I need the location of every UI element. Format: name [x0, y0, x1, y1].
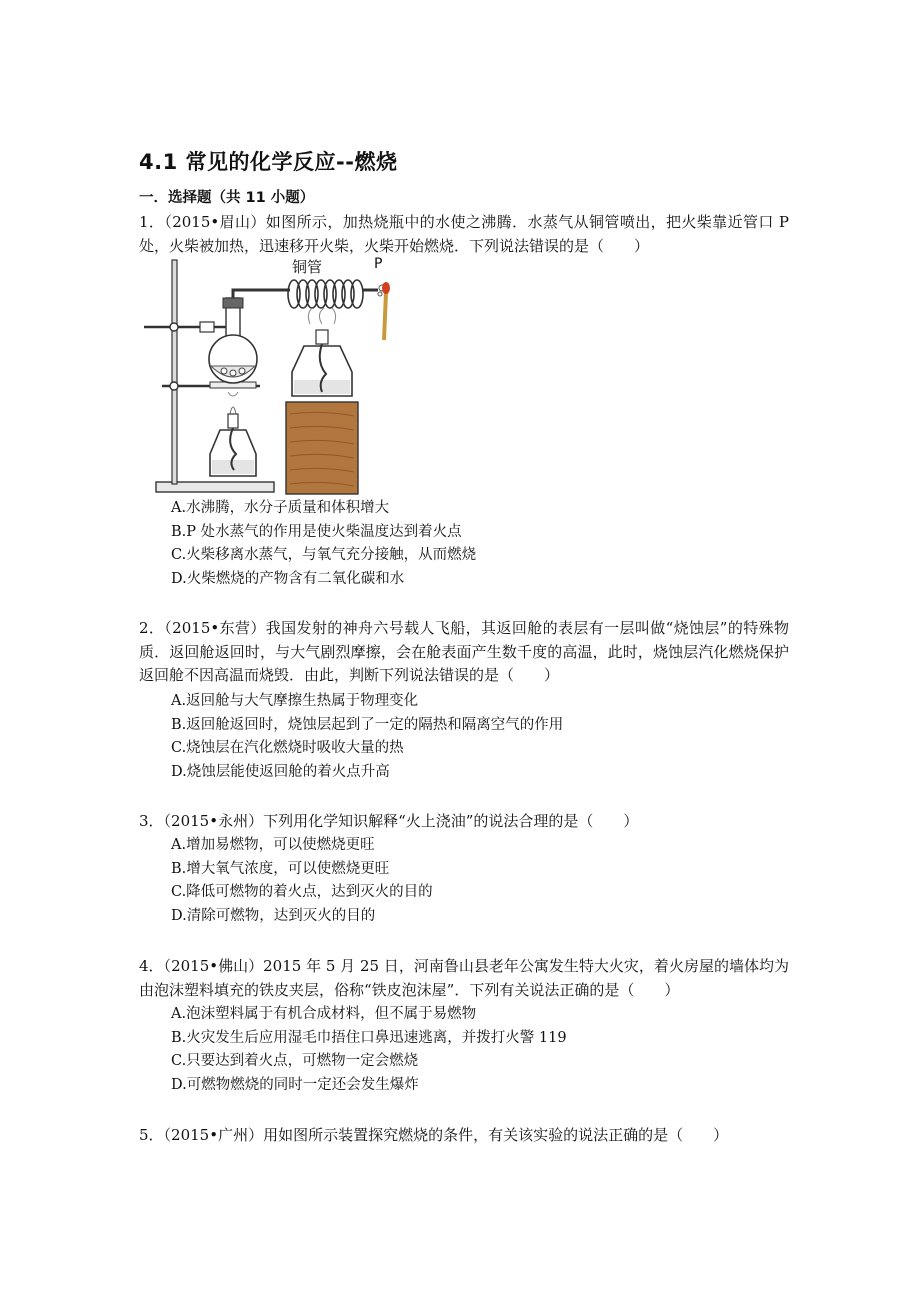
- question-2: [139, 617, 789, 688]
- alcohol-lamp-lower: [210, 392, 256, 476]
- document-title: 4.1 常见的化学反应--燃烧: [139, 150, 398, 174]
- question-stem: 5．（2015•广州）用如图所示装置探究燃烧的条件，有关该实验的说法正确的是（ ）: [139, 1126, 729, 1144]
- option: C.降低可燃物的着火点，达到灭火的目的: [171, 884, 433, 900]
- question-stem: 2．（2015•东营）我国发射的神舟六号载人飞船，其返回舱的表层有一层叫做“烧蚀层”的特殊物质．返回舱返回时，与大气剧烈摩擦，会在舱表面产生数千度的高温，此时，烧蚀层汽化燃烧保护返回舱不因高温而烧毁．由此，判断下列说法错误的是（ ）: [139, 619, 789, 684]
- option: B.增大氧气浓度，可以使燃烧更旺: [171, 860, 390, 877]
- boiling-flask-copper-tube-diagram: [140, 254, 410, 500]
- matchstick: [384, 292, 386, 340]
- option: B.火灾发生后应用湿毛巾捂住口鼻迅速逃离，并拨打火警 119: [171, 1029, 567, 1046]
- option: B.P 处水蒸气的作用是使火柴温度达到着火点: [171, 523, 462, 540]
- option: D.火柴燃烧的产物含有二氧化碳和水: [171, 570, 405, 587]
- option: C.火柴移离水蒸气，与氧气充分接触，从而燃烧: [171, 547, 477, 563]
- option: D.可燃物燃烧的同时一定还会发生爆炸: [171, 1076, 419, 1093]
- question-1: [139, 211, 789, 258]
- question-stem: 4．（2015•佛山）2015 年 5 月 25 日，河南鲁山县老年公寓发生特大火灾，着火房屋的墙体均为由泡沫塑料填充的铁皮夹层，俗称“铁皮泡沫屋”．下列有关说法正确的是（ ）: [139, 957, 789, 999]
- section-heading: 一．选择题（共 11 小题）: [139, 190, 315, 206]
- question-stem: 3．（2015•永州）下列用化学知识解释“火上浇油”的说法合理的是（ ）: [139, 812, 639, 830]
- match-head: [382, 282, 390, 294]
- label-p: P: [374, 256, 383, 272]
- question-3-options: [171, 834, 771, 928]
- question-4-options: [171, 1003, 771, 1097]
- option: C.烧蚀层在汽化燃烧时吸收大量的热: [171, 740, 404, 756]
- option: A.泡沫塑料属于有机合成材料，但不属于易燃物: [171, 1006, 477, 1022]
- wooden-block: [286, 402, 358, 494]
- delivery-tube: [233, 290, 290, 298]
- alcohol-lamp-upper: [292, 308, 352, 396]
- question-stem: 1．（2015•眉山）如图所示，加热烧瓶中的水使之沸腾．水蒸气从铜管喷出，把火柴靠近管口 P 处，火柴被加热，迅速移开火柴，火柴开始燃烧．下列说法错误的是（ ）: [139, 213, 789, 255]
- question-1-options: [171, 497, 771, 591]
- option: D.清除可燃物，达到灭火的目的: [171, 907, 376, 924]
- option: A.水沸腾，水分子质量和体积增大: [171, 500, 390, 516]
- rubber-stopper: [223, 298, 243, 308]
- question-5: [139, 1124, 789, 1148]
- option: B.返回舱返回时，烧蚀层起到了一定的隔热和隔离空气的作用: [171, 716, 564, 733]
- option: A.返回舱与大气摩擦生热属于物理变化: [171, 693, 419, 709]
- question-2-options: [171, 690, 771, 784]
- copper-coil: [288, 280, 363, 308]
- question-3: [139, 810, 789, 834]
- option: A.增加易燃物，可以使燃烧更旺: [171, 837, 375, 853]
- apparatus-figure: [140, 254, 410, 500]
- label-copper-tube: 铜管: [292, 258, 323, 276]
- stand-rod: [172, 260, 177, 484]
- option: C.只要达到着火点，可燃物一定会燃烧: [171, 1053, 419, 1069]
- option: D.烧蚀层能使返回舱的着火点升高: [171, 763, 390, 780]
- question-4: [139, 955, 789, 1002]
